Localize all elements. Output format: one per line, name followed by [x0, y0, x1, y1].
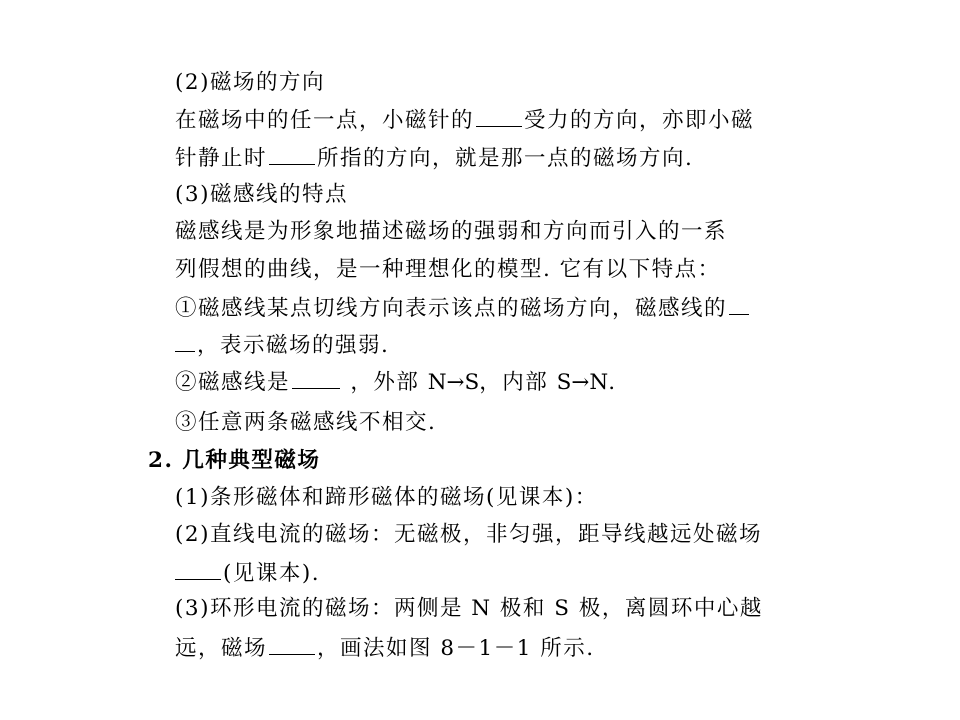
subheading-magnetic-field-direction: (2)磁场的方向	[175, 70, 325, 95]
paragraph-line: 远，磁场 ，画法如图 8－1－1 所示.	[175, 632, 595, 664]
fill-in-blank	[476, 104, 522, 127]
fill-in-blank	[269, 142, 315, 165]
list-item-1: ①磁感线某点切线方向表示该点的磁场方向，磁感线的	[175, 292, 751, 324]
paragraph-line: 磁感线是为形象地描述磁场的强弱和方向而引入的一系	[175, 219, 728, 244]
fill-in-blank	[175, 329, 195, 352]
list-item-2: ②磁感线是 ，外部 N→S，内部 S→N.	[175, 366, 617, 398]
paragraph-line: 列假想的曲线，是一种理想化的模型. 它有以下特点：	[175, 257, 721, 282]
fill-in-blank	[175, 557, 221, 580]
paragraph-line: 针静止时 所指的方向，就是那一点的磁场方向.	[175, 142, 693, 174]
paragraph-line: (见课本).	[175, 557, 320, 589]
subheading-field-line-features: (3)磁感线的特点	[175, 182, 348, 207]
inside-direction-label: S→N	[556, 370, 609, 395]
fill-in-blank	[729, 292, 749, 315]
list-item-1-continued: ，表示磁场的强弱.	[175, 329, 389, 361]
paragraph-line: (2)直线电流的磁场：无磁极，非匀强，距导线越远处磁场	[175, 522, 762, 547]
paragraph-line: 在磁场中的任一点，小磁针的 受力的方向，亦即小磁	[175, 104, 754, 136]
list-item-3: ③任意两条磁感线不相交.	[175, 410, 437, 435]
paragraph-line: (1)条形磁体和蹄形磁体的磁场(见课本)：	[175, 485, 598, 510]
section-heading-typical-fields: 2. 几种典型磁场	[148, 448, 321, 473]
fill-in-blank	[292, 366, 340, 389]
outside-direction-label: N→S	[427, 370, 480, 395]
fill-in-blank	[269, 632, 315, 655]
paragraph-line: (3)环形电流的磁场：两侧是 N 极和 S 极，离圆环中心越	[175, 596, 763, 621]
